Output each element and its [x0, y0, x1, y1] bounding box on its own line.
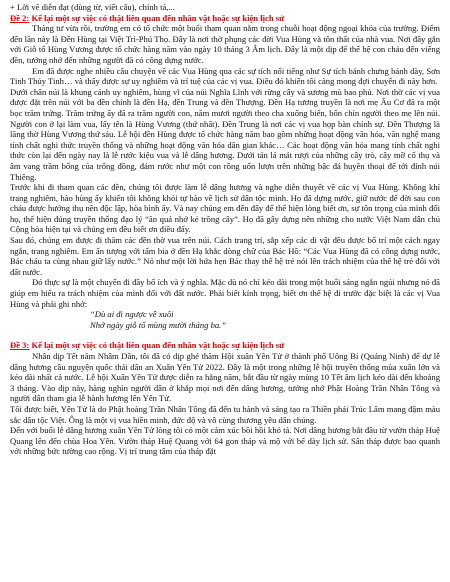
- section-3-paragraph-1: Nhân dịp Tết năm Nhâm Dần, tôi đã có dịp ghé thăm Hội xuân Yên Tử ở thành phố Uông Bí (Quảng Ninh) để dự lễ dâng hương cầu nguyện quốc thái dân an Xuân Yên Tử 2022. Đây là một trong những lễ hội truyền thống mùa xuân lớn và kéo dài nhất cả nước. Lễ hội Xuân Yên Tử được diễn ra hằng năm, bắt đầu từ ngày mùng 10 Tết âm lịch kéo dài đến khoảng 3 tháng. Vào dịp này, hàng nghìn người dân ở khắp mọi nơi đến dâng hương, tưởng nhớ Phật Hoàng Trần Nhân Tông và người dân tham gia lễ hành hương lên Yên Tử.: [10, 351, 440, 404]
- section-3-heading: [10, 340, 440, 351]
- section-2-paragraph-6: Đó thực sự là một chuyến đi đầy bổ ích và ý nghĩa. Mặc dù nó chỉ kéo dài trong một buổi sáng ngắn ngủi nhưng nó đã giúp em hiểu ra trách nhiệm của mình đối với đất nước. Phải biết kính trọng, biết ơn thế hệ đi trước đặc biệt là các vị Vua Hùng và phải ghi nhớ:: [10, 277, 440, 309]
- section-2-paragraph-1: Tháng tư vừa rồi, trường em có tổ chức một buổi tham quan nằm trong chuỗi hoạt động ngoại khóa của trường. Điểm đến lần này là Đền Hùng tại Việt Trì-Phú Thọ. Đây là nơi thờ phụng các đời Vua Hùng và tôn thất của nhà vua. Nơi đây gắn với Giỗ tổ Hùng Vương được tổ chức hàng năm vào ngày 10 tháng 3 Âm lịch. Đây là một dịp để thế hệ con cháu đến viếng đền, tưởng nhớ đến những người đã có công dựng nước.: [10, 23, 440, 65]
- section-2-paragraph-4: Trước khi đi tham quan các đền, chúng tôi được làm lễ dâng hương và nghe diễn thuyết về các vị Vua Hùng. Không khí trang nghiêm, hào hùng ấy khiến tôi không khỏi tự hào về lịch sử dân tộc mình. Họ đã dựng nước, giữ nước để đời sau con cháu được hưởng thụ nền độc lập, hòa bình ấy. Và nay chúng em đến đây để thể hiện lòng biết ơn, sự tôn trọng của mình đối họ, thể hiện đúng truyền thống đạo lý “ăn quả nhớ kẻ trồng cây”. Họ đã gây dựng nên những cho nước Việt Nam dân chủ Cộng hòa hiện tại và chúng em đều biết ơn điều đấy.: [10, 182, 440, 235]
- section-3-paragraph-3: Đến với buổi lễ dâng hương xuân Yên Tử lòng tôi có một cảm xúc bồi hồi khó tả. Nơi dâng hương bắt đầu từ vườn tháp Huệ Quang lên đến chùa Hoa Yên. Vườn tháp Huệ Quang với 64 gon tháp và mộ với bể dày lịch sử. Sân tháp được bao quanh với những bức tường cao rộng. Vị trí trung tâm của tháp đặt: [10, 425, 440, 457]
- section-2-paragraph-3: Dưới chân núi là khung cảnh uy nghiêm, hùng vĩ của núi Nghĩa Lĩnh với rừng cây và sương mù bao phủ. Nơi thờ các vị vua được đặt trên núi với ba đền chính là đền Hạ, đền Trung và đền Thượng. Đền Hạ tương truyền là nơi mẹ Âu Cơ đã ra một bọc trăm trứng. Trăm trứng ấy đã ra trăm người con, năm mươi người theo cha xuống biển, bốn chín người theo mẹ lên núi. Người con ở lại làm vua, lấy tên là Hùng Vương (thứ nhất). Đền Trung là nơi các vị vua họp bàn chính sự. Đền Thượng là lăng thờ Hùng Vương thứ sáu. Lễ hội đền Hùng được tổ chức hàng năm bao gồm những hoạt động văn hóa, văn nghệ mang tính chất nghi thức truyền thống và những hoạt động văn hóa dân gian khác… Các hoạt động văn hóa mang tính chất nghi thức còn lại đến ngày nay là lễ rước kiệu vua và lễ dâng hương. Dưới tán lá mát rượi của những cây trò, cây mỡ cổ thụ và âm vang trầm bổng của trống đồng, đám rước như một con rồng uốn lượn trên những bậc đá huyền thoại để tới đỉnh núi Thiêng.: [10, 86, 440, 182]
- section-3-paragraph-2: Tôi được biết, Yên Tử là do Phật hoàng Trần Nhân Tông đã đến tu hành và sáng tạo ra Thiền phái Trúc Lâm mang đậm màu sắc dân tộc Việt. Ông là một vị vua hiền minh, đức độ và vô cùng thương yêu dân chúng.: [10, 403, 440, 425]
- poem-line-1: “Dù ai đi ngược về xuôi: [90, 309, 174, 320]
- section-2-title: Kể lại một sự việc có thật liên quan đến nhân vật hoặc sự kiện lịch sử: [29, 12, 285, 23]
- section-3-title: Kể lại một sự việc có thật liên quan đến nhân vật hoặc sự kiện lịch sử: [29, 340, 285, 351]
- section-2-label: Đề 2:: [10, 12, 30, 23]
- section-2-paragraph-5: Sau đó, chúng em được đi thăm các đền thờ vua trên núi. Cách trang trí, sắp xếp các di vật đều được bố trí một cách ngay ngắn, trang nghiêm. Em ấn tượng với tấm bia ở đền Hạ khắc dòng chữ của Bác Hồ: “Các Vua Hùng đã có công dựng nước, Bác cháu ta cùng nhau giữ lấy nước.” Nó như một lời hứa hẹn Bác thay thế hệ trẻ nói lên trách nhiệm của thế hệ trẻ đối với đất nước.: [10, 235, 440, 277]
- section-3-label: Đề 3:: [10, 340, 30, 351]
- section-spacer: [10, 330, 440, 340]
- section-2-heading: [10, 13, 440, 24]
- section-2-paragraph-2: Em đã được nghe nhiều câu chuyện về các Vua Hùng qua các sự tích nổi tiếng như Sự tích bánh chưng bánh dày, Sơn Tinh Thủy Tinh… và thấy được sự uy nghiêm và trí tuệ của các vị vua. Điều đó khiến tôi càng mong đợi chuyến đi này hơn.: [10, 65, 440, 87]
- poem-line-2: Nhớ ngày giỗ tổ mùng mười tháng ba.”: [90, 319, 227, 330]
- intro-line: + Lời vẽ diễn đạt (dùng từ, viết câu), chính tả,...: [10, 2, 175, 12]
